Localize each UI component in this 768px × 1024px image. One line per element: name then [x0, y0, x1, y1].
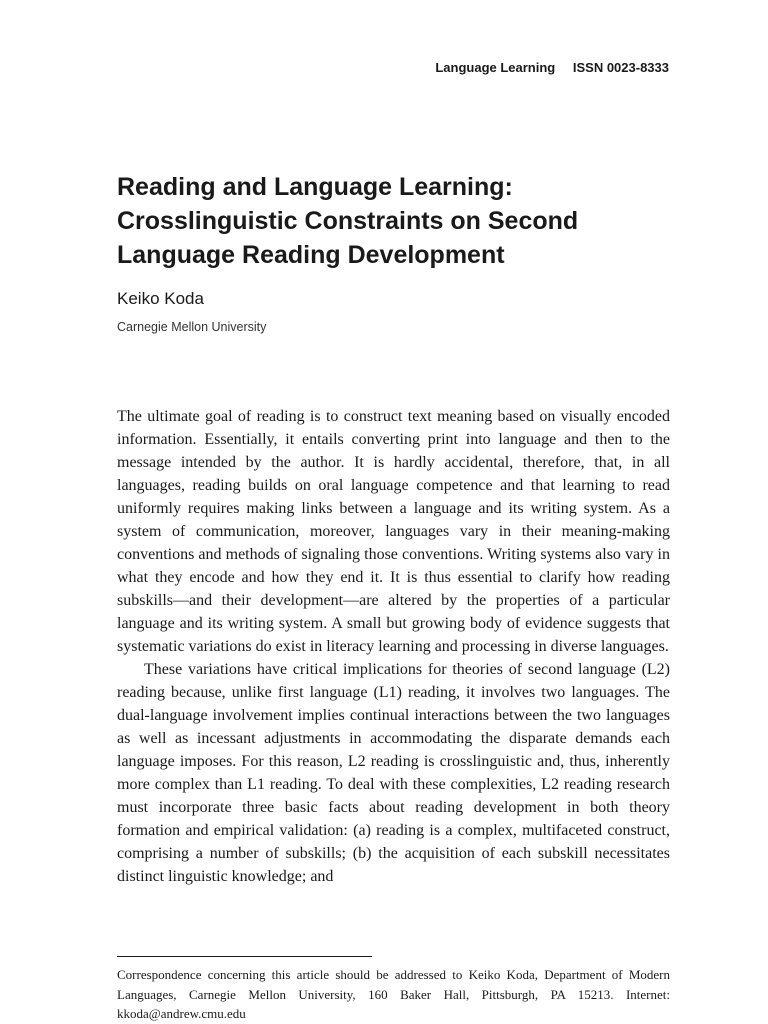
body-paragraph-1: The ultimate goal of reading is to construct text meaning based on visually encoded information. Essentially, it entails converting print into language and then to the message intended by the author. It is hardly accidental, therefore, that, in all languages, reading builds on oral language competence and that learning to read uniformly requires making links between a language and its writing system. As a system of communication, moreover, languages vary in their meaning-making conventions and methods of signaling those conventions. Writing systems also vary in what they encode and how they end it. It is thus essential to clarify how reading subskills—and their development—are altered by the properties of a particular language and its writing system. A small but growing body of evidence suggests that systematic variations do exist in literacy learning and processing in diverse languages. [117, 408, 670, 655]
article-body [117, 405, 670, 888]
author-name: Keiko Koda [117, 289, 204, 308]
body-paragraph-2: These variations have critical implications for theories of second language (L2) reading because, unlike first language (L1) reading, it involves two languages. The dual-language involvement implies continual interactions between the two languages as well as incessant adjustments in accommodating the disparate demands each language imposes. For this reason, L2 reading is crosslinguistic and, thus, inherently more complex than L1 reading. To deal with these complexities, L2 reading research must incorporate three basic facts about reading development in both theory formation and empirical validation: (a) reading is a complex, multifaceted construct, comprising a number of subskills; (b) the acquisition of each subskill necessitates distinct linguistic knowledge; and [117, 661, 670, 885]
journal-name: Language Learning [435, 60, 556, 75]
running-header [435, 60, 669, 75]
correspondence-footnote: Correspondence concerning this article should be addressed to Keiko Koda, Department of Modern Languages, Carnegie Mellon University, 160 Baker Hall, Pittsburgh, PA 15213. Internet: kkoda@andrew.cmu.edu [117, 967, 670, 1021]
issn-number: ISSN 0023-8333 [572, 60, 669, 75]
footnote-divider [117, 956, 372, 957]
article-title: Reading and Language Learning: Crosslinguistic Constraints on Second Language Reading Development [117, 173, 579, 269]
author-affiliation: Carnegie Mellon University [117, 320, 267, 334]
